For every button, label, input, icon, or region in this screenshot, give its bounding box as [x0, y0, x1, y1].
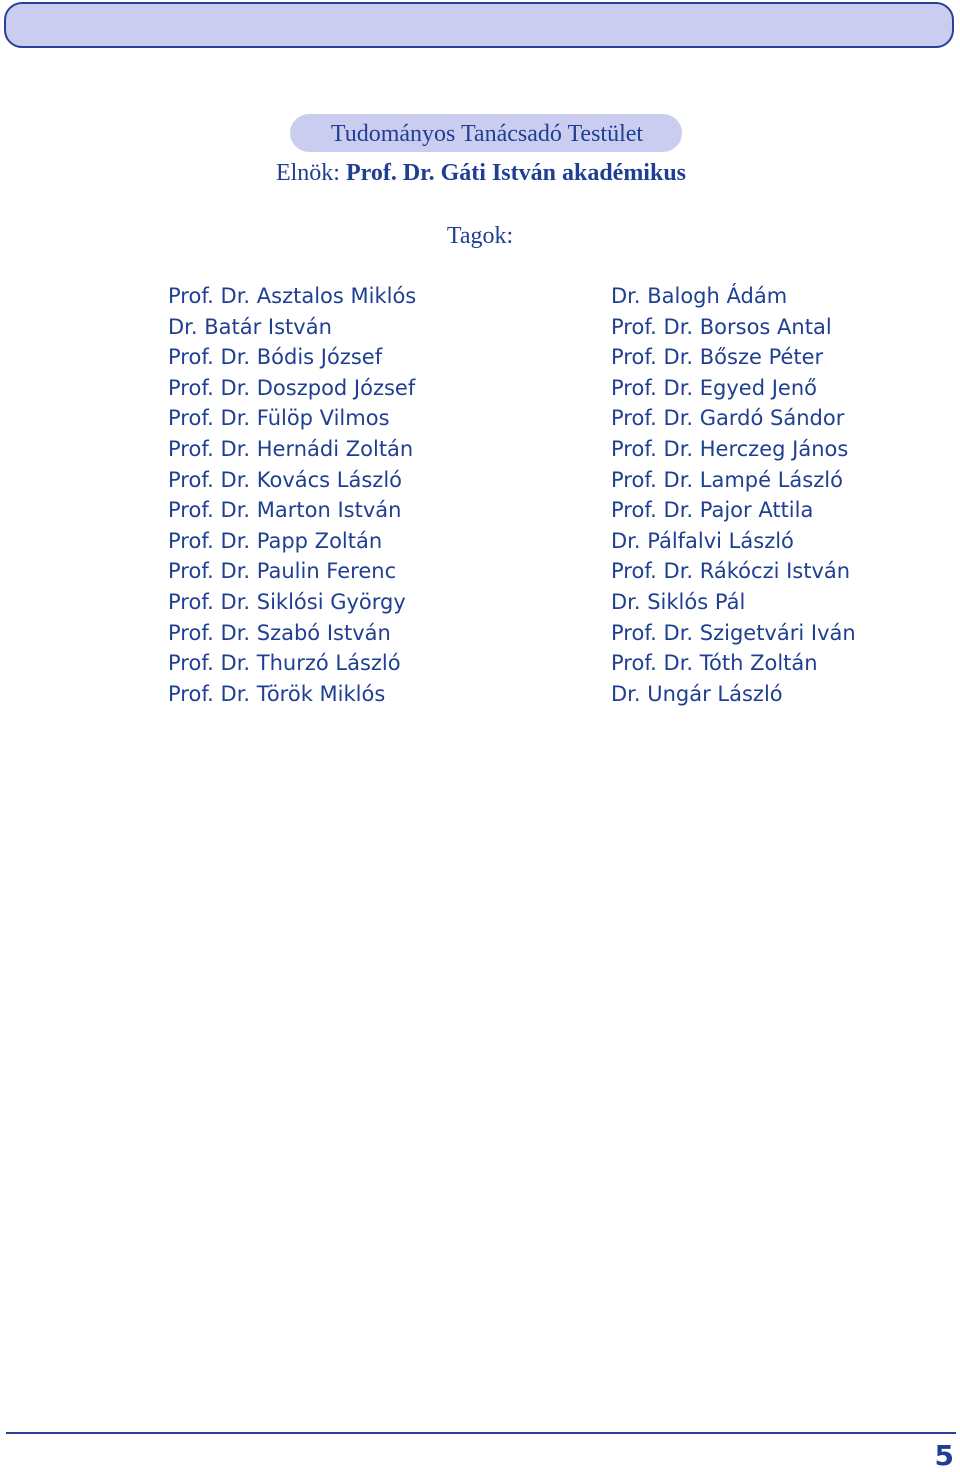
list-item: Prof. Dr. Szigetvári Iván — [611, 620, 856, 645]
list-item: Prof. Dr. Bősze Péter — [611, 345, 824, 370]
list-item: Prof. Dr. Szabó István — [168, 620, 391, 645]
list-item: Prof. Dr. Tóth Zoltán — [611, 651, 818, 676]
list-item: Prof. Dr. Siklósi György — [168, 589, 406, 614]
list-item: Dr. Batár István — [168, 314, 332, 339]
list-item: Prof. Dr. Paulin Ferenc — [168, 559, 397, 584]
list-item: Prof. Dr. Bódis József — [168, 345, 383, 370]
list-item: Prof. Dr. Pajor Attila — [611, 498, 814, 523]
list-item: Prof. Dr. Rákóczi István — [611, 559, 851, 584]
members-list-right — [611, 281, 856, 709]
footer-divider — [6, 1432, 956, 1434]
page-title: Tudományos Tanácsadó Testület — [330, 121, 644, 147]
members-heading: Tagok: — [446, 223, 514, 249]
chair-line — [0, 157, 960, 189]
list-item: Prof. Dr. Egyed Jenő — [611, 375, 817, 400]
list-item: Dr. Pálfalvi László — [611, 528, 794, 553]
list-item: Prof. Dr. Lampé László — [611, 467, 843, 492]
list-item: Prof. Dr. Borsos Antal — [611, 314, 832, 339]
list-item: Prof. Dr. Doszpod József — [168, 375, 416, 400]
list-item: Prof. Dr. Török Miklós — [168, 681, 386, 706]
list-item: Dr. Siklós Pál — [611, 589, 746, 614]
list-item: Dr. Balogh Ádám — [611, 284, 788, 308]
list-item: Prof. Dr. Herczeg János — [611, 436, 849, 461]
list-item: Prof. Dr. Fülöp Vilmos — [168, 406, 390, 431]
chair-label: Elnök: — [275, 160, 346, 186]
list-item: Prof. Dr. Papp Zoltán — [168, 528, 383, 553]
list-item: Prof. Dr. Thurzó László — [168, 651, 401, 676]
list-item: Prof. Dr. Kovács László — [168, 467, 403, 492]
list-item: Prof. Dr. Hernádi Zoltán — [168, 436, 414, 461]
list-item: Prof. Dr. Marton István — [168, 498, 402, 523]
chair-name: Prof. Dr. Gáti István akadémikus — [345, 160, 687, 186]
list-item: Prof. Dr. Asztalos Miklós — [168, 284, 417, 308]
page-number: 5 — [934, 1439, 954, 1472]
header-band — [4, 2, 954, 48]
members-list-left — [168, 281, 416, 709]
list-item: Prof. Dr. Gardó Sándor — [611, 406, 845, 431]
list-item: Dr. Ungár László — [611, 681, 783, 706]
